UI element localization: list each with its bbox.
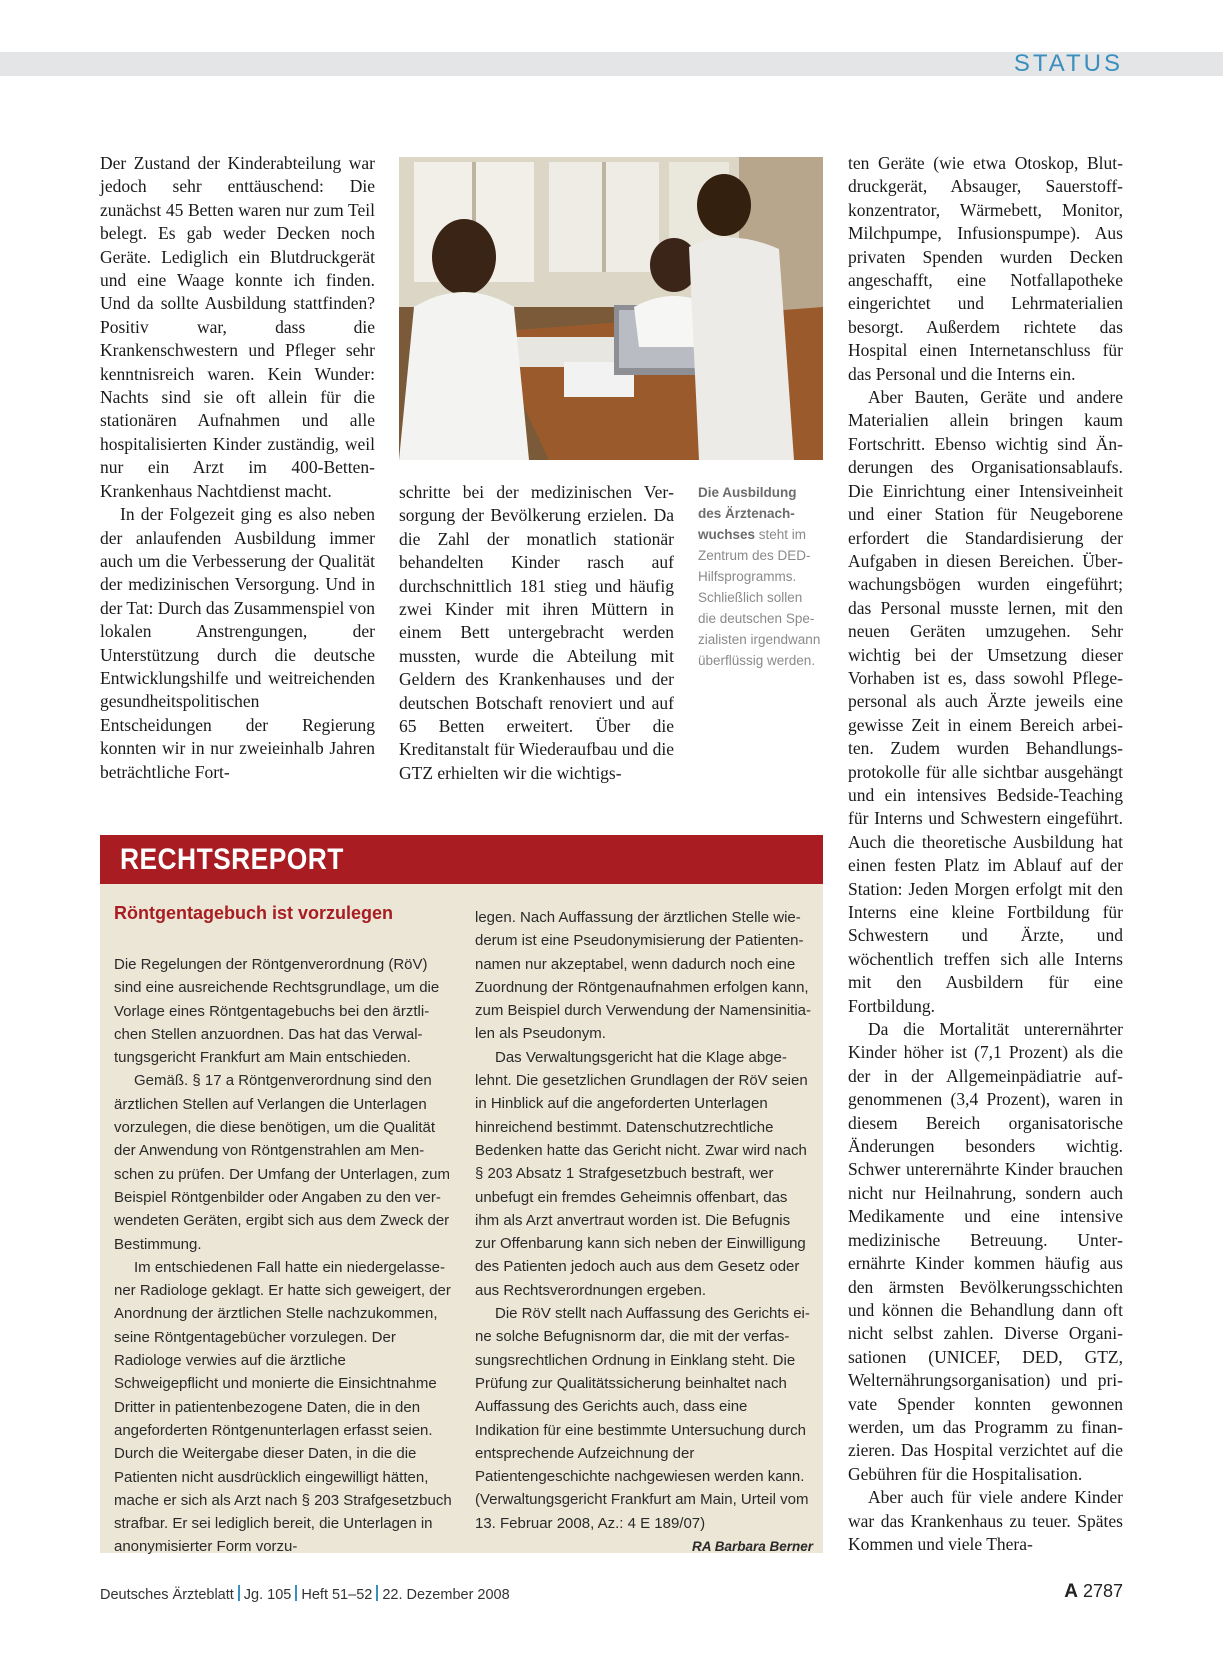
caption-lead: Die Ausbildung des Ärztenachwuchses	[698, 485, 797, 542]
article-column-3	[848, 152, 1123, 1556]
page-number-value: 2787	[1082, 1581, 1123, 1601]
rechtsreport-header-label: RECHTSREPORT	[120, 843, 344, 876]
page-prefix: A	[1064, 1581, 1078, 1602]
photo-caption	[698, 482, 823, 671]
paragraph-text: Die RöV stellt nach Auffassung des Gerichts eine solche Befugnisnorm dar, die mit der verfassungsrechtlichen Ordnung in Einklang steht. Die Prüfung zur Qualitätssicherung beinhaltet nach Auffassung des Gerichts auch, dass eine Indikation für eine bestimmte Untersuchung durch entsprechende Aufzeichnung der Patientengeschichte nachgewiesen werden kann. (Verwaltungsgericht Frankfurt am Main, Urteil vom 13. Februar 2008, Az.: 4 E 189/07)	[475, 1305, 810, 1532]
paragraph: In der Folgezeit ging es also neben der anlaufenden Ausbildung immer auch um die Verbesserung der Qualität der medizinischen Versorgung. Und in der Tat: Durch das Zusammenspiel von lokalen Anstrengungen, der Unterstützung durch die deutsche Entwicklungshilfe und weitreichenden gesundheitspolitischen Entscheidungen der Regierung konnten wir in nur zweieinhalb Jahren beträchtliche Fort-	[100, 504, 375, 782]
paragraph: Im entschiedenen Fall hatte ein niedergelassener Radiologe geklagt. Er hatte sich geweigert, der Anordnung der ärztlichen Stelle nachzukommen, seine Röntgentagebücher vorzulegen. Der Radiologe verwies auf die ärztliche Schweigepflicht und monierte die Einsichtnahme Dritter in patientenbezogene Daten, die in den angeforderten Röntgenunterlagen erfasst seien. Durch die Weitergabe dieser Daten, in die die Patienten nicht ausdrücklich eingewilligt hätten, mache er sich als Arzt nach § 203 Strafgesetzbuch strafbar. Er sei lediglich bereit, die Unterlagen in anonymisierter Form vorzu-	[114, 1258, 452, 1556]
paragraph: ten Geräte (wie etwa Otoskop, Blutdruckgerät, Absauger, Sauerstoffkonzentrator, Wärmebett, Monitor, Milchpumpe, Infusionspumpe). Aus privaten Spenden wurden Decken angeschafft, eine Notfallapotheke eingerichtet und Lehrmaterialien besorgt. Außerdem richtete das Hospital einen Internetanschluss für das Personal und die Interns ein.	[848, 153, 1123, 384]
rechtsreport-column-2	[475, 906, 813, 1558]
article-column-2	[399, 481, 674, 785]
paragraph: Gemäß. § 17 a Röntgenverordnung sind den ärztlichen Stellen auf Verlangen die Unterlagen vorzulegen, die diese benötigen, um die Qualität der Anwendung von Röntgenstrahlen am Menschen zu prüfen. Der Umfang der Unterlagen, zum Beispiel Röntgenbilder oder Angaben zu den verwendeten Geräten, ergibt sich aus dem Zweck der Bestimmung.	[114, 1072, 450, 1253]
journal-volume: Jg. 105	[243, 1587, 292, 1603]
paragraph: Aber Bauten, Geräte und andere Materialien allein bringen kaum Fortschritt. Ebenso wichtig sind Änderungen des Organisationsablaufs. Die Einrichtung einer Intensiveinheit und einer Station für Neugeborene erfordert die Standardisierung der Aufgaben in diesen Bereichen. Überwachungsbögen wurden eingeführt; das Personal musste lernen, mit den neuen Geräten umzugehen. Sehr wichtig bei der Umsetzung dieser Vorhaben ist es, dass sowohl Pflegepersonal als auch Ärzte jeweils eine gewisse Zeit in einem Bereich arbeiten. Zudem wurden Behandlungsprotokolle für alle sichtbar ausgehängt und ein intensives Bedside-Teaching für Interns und Schwestern eingeführt. Auch die theoretische Ausbildung hat einen festen Platz im Ablauf auf der Station: Jeden Morgen erfolgt mit den Interns eine kleine Fortbildung für Schwestern und Ärzte, und wöchentlich treffen sich alle Interns mit den Ausbildern für eine Fortbildung.	[848, 387, 1123, 1016]
paragraph: legen. Nach Auffassung der ärztlichen Stelle wiederum ist eine Pseudonymisierung der Patientennamen nur akzeptabel, wenn dadurch noch eine Zuordnung der Röntgenaufnahmen erfolgen kann, zum Beispiel durch Verwendung der Namensinitialen als Pseudonym.	[475, 909, 812, 1043]
section-label: STATUS	[1013, 50, 1123, 77]
rechtsreport-title: Röntgentagebuch ist vorzulegen	[114, 903, 394, 923]
paragraph: Aber auch für viele andere Kinder war das Krankenhaus zu teuer. Spätes Kommen und viele Thera-	[848, 1487, 1123, 1554]
footer-separator	[295, 1585, 297, 1601]
article-column-1	[100, 152, 375, 784]
page-footer	[100, 1585, 510, 1603]
page-number	[1064, 1581, 1123, 1603]
paragraph: Der Zustand der Kinderabteilung war jedoch sehr enttäuschend: Die zunächst 45 Betten waren nur zum Teil belegt. Es gab weder Decken noch Geräte. Lediglich ein Blutdruckgerät und eine Waage konnte ich finden. Und da sollte Ausbildung stattfinden? Positiv war, dass die Krankenschwestern und Pfleger sehr kenntnisreich waren. Kein Wunder: Nachts sind sie oft allein für die stationären Aufnahmen und alle hospitalisierten Kinder zuständig, weil nur ein Arzt im 400-Betten-Krankenhaus Nachtdienst macht.	[100, 153, 375, 501]
paragraph: Das Verwaltungsgericht hat die Klage abgelehnt. Die gesetzlichen Grundlagen der RöV seien in Hinblick auf die angeforderten Unterlagen hinreichend bestimmt. Datenschutzrechtliche Bedenken hatte das Gericht nicht. Zwar wird nach § 203 Absatz 1 Strafgesetzbuch bestraft, wer unbefugt ein fremdes Geheimnis offenbart, das ihm als Arzt anvertraut worden ist. Die Befugnis zur Offenbarung kann sich neben der Einwilligung des Patienten jedoch auch aus dem Gesetz oder aus Rechtsverordnungen ergeben.	[475, 1048, 808, 1299]
paragraph: Die Regelungen der Röntgenverordnung (RöV) sind eine ausreichende Rechtsgrundlage, um die Vorlage eines Röntgentagebuchs bei den ärztlichen Stellen anzuordnen. Das hat das Verwaltungsgericht Frankfurt am Main entschieden.	[114, 956, 440, 1067]
paragraph	[475, 1302, 813, 1555]
journal-date: 22. Dezember 2008	[382, 1587, 510, 1603]
rechtsreport-header	[100, 835, 823, 884]
article-photo	[399, 157, 823, 460]
author-name: RA Barbara Berner	[691, 1539, 813, 1555]
rechtsreport-column-1	[114, 953, 452, 1559]
paragraph: Da die Mortalität unterernährter Kinder höher ist (7,1 Prozent) als die der in der Allgemeinpädiatrie aufgenommenen (3,4 Prozent), waren in diesem Bereich organisatorische Änderungen besonders wichtig. Schwer unterernährte Kinder brauchen nicht nur Heilnahrung, sondern auch Medikamente und eine intensive medizinische Betreuung. Unterernährte Kinder kommen häufig aus den ärmsten Bevölkerungsschichten und können die Behandlung dann oft nicht selbst zahlen. Diverse Organisationen (UNICEF, DED, GTZ, Welternährungsorganisation) und private Spender konnten gewonnen werden, um das Programm zu finanzieren. Das Hospital verzichtet auf die Gebühren für die Hospitalisation.	[848, 1019, 1123, 1484]
caption-text: steht im Zentrum des DED-Hilfsprogramms. Schließlich sollen die deutschen Spezialisten irgendwann überflüssig werden.	[698, 527, 821, 668]
journal-name: Deutsches Ärzteblatt	[100, 1587, 234, 1603]
paragraph: schritte bei der medizinischen Versorgung der Bevölkerung erzielen. Da die Zahl der monatlich stationär behandelten Kinder rasch auf durchschnittlich 181 stieg und häufig zwei Kinder mit ihren Müttern in einem Bett untergebracht werden mussten, wurde die Abteilung mit Geldern des Krankenhauses und der deutschen Botschaft renoviert und auf 65 Betten erweitert. Über die Kreditanstalt für Wiederaufbau und die GTZ erhielten wir die wichtigs-	[399, 482, 674, 783]
footer-separator	[376, 1585, 378, 1601]
journal-issue: Heft 51–52	[301, 1587, 373, 1603]
footer-separator	[238, 1585, 240, 1601]
